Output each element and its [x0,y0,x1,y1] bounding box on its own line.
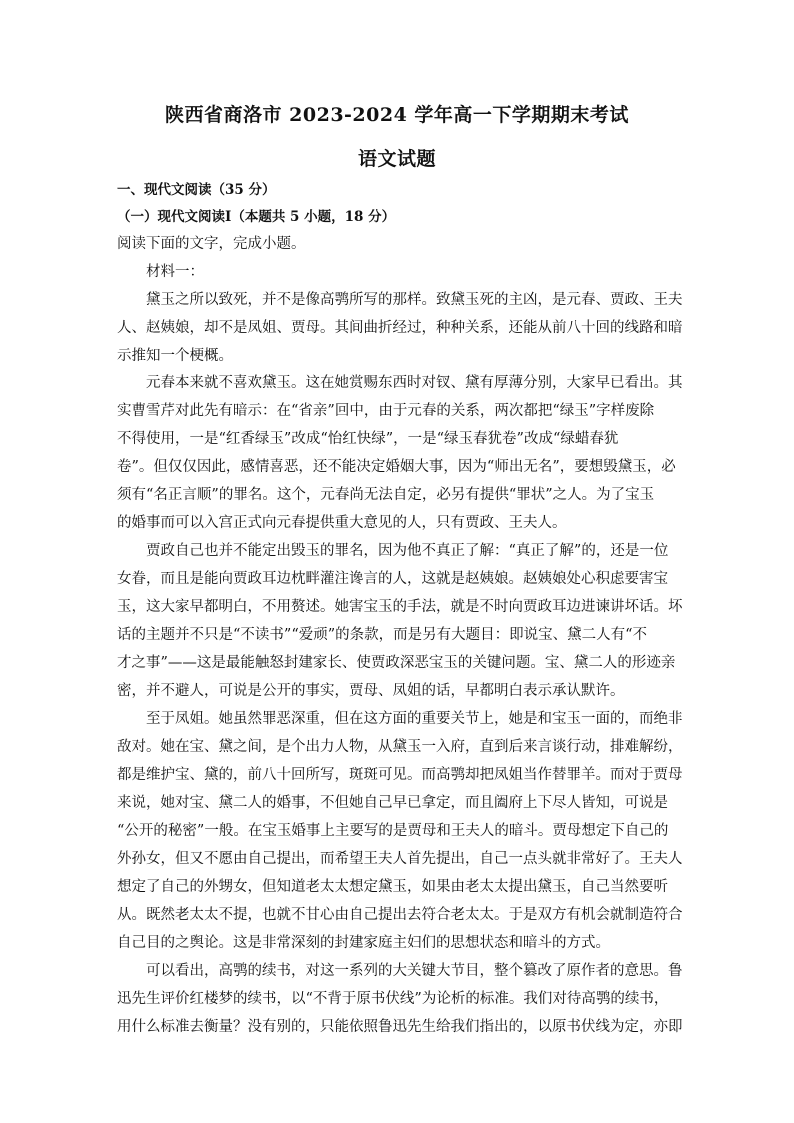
paragraph-line: 才之事”——这是最能触怒封建家长、使贾政深恶宝玉的关键问题。宝、黛二人的形迹亲 [117,655,676,671]
paragraph-line: 示推知一个梗概。 [117,348,233,364]
document-title: 陕西省商洛市 2023-2024 学年高一下学期期末考试 [165,104,629,126]
paragraph-line: 实曹雪芹对此先有暗示：在“省亲”回中，由于元春的关系，两次都把“绿玉”字样废除 [117,403,655,419]
paragraph-line: 贾政自己也并不能定出毁玉的罪名，因为他不真正了解：“真正了解”的，还是一位 [146,543,669,559]
section-heading: 一、现代文阅读（35 分） [117,182,276,198]
paragraph-line: 玉，这大家早都明白，不用赘述。她害宝玉的手法，就是不时向贾政耳边进谏讲坏话。坏 [117,599,683,615]
paragraph-line: 从。既然老太太不提，也就不甘心由自己提出去符合老太太。于是双方有机会就制造符合 [117,907,683,923]
paragraph-line: 话的主题并不只是“不读书”“爱顽”的条款，而是另有大题目：即说宝、黛二人有“不 [117,627,648,643]
paragraph-line: 敌对。她在宝、黛之间，是个出力人物，从黛玉一入府，直到后来言谈行动，排难解纷， [117,739,683,755]
paragraph-line: 用什么标准去衡量？没有别的，只能依照鲁迅先生给我们指出的，以原书伏线为定，亦即 [117,1019,683,1035]
paragraph-line: 女眷，而且是能向贾政耳边枕畔灌注谗言的人，这就是赵姨娘。赵姨娘处心积虑要害宝 [117,571,668,587]
paragraph-line: 都是维护宝、黛的，前八十回所写，斑斑可见。而高鹗却把凤姐当作替罪羊。而对于贾母 [117,767,683,783]
paragraph-line: 可以看出，高鹗的续书，对这一系列的大关键大节目，整个篡改了原作者的意思。鲁 [146,963,683,979]
paragraph-line: “公开的秘密”一般。在宝玉婚事上主要写的是贾母和王夫人的暗斗。贾母想定下自己的 [117,823,669,839]
paragraph-line: 迅先生评价红楼梦的续书，以“不背于原书伏线”为论析的标准。我们对待高鹗的续书， [117,991,669,1007]
paragraph-line: 元春本来就不喜欢黛玉。这在她赏赐东西时对钗、黛有厚薄分别，大家早已看出。其 [146,375,683,391]
paragraph-line: 人、赵姨娘，却不是凤姐、贾母。其间曲折经过，种种关系，还能从前八十回的线路和暗 [117,320,683,336]
paragraph-line: 来说，她对宝、黛二人的婚事，不但她自己早已拿定，而且阖府上下尽人皆知，可说是 [117,795,668,811]
paragraph-line: 至于凤姐。她虽然罪恶深重，但在这方面的重要关节上，她是和宝玉一面的，而绝非 [146,711,683,727]
paragraph-line: 密，并不避人，可说是公开的事实，贾母、凤姐的话，早都明白表示承认默许。 [117,683,625,699]
paragraph-line: 自己目的之舆论。这是非常深刻的封建家庭主妇们的思想状态和暗斗的方式。 [117,935,610,951]
paragraph-line: 黛玉之所以致死，并不是像高鹗所写的那样。致黛玉死的主凶，是元春、贾政、王夫 [146,292,683,308]
subsection-heading: （一）现代文阅读Ⅰ（本题共 5 小题，18 分） [117,209,396,225]
paragraph-line: 的婚事而可以入宫正式向元春提供重大意见的人，只有贾政、王夫人。 [117,515,567,531]
paragraph-line: 须有“名正言顺”的罪名。这个，元春尚无法自定，必另有提供“罪状”之人。为了宝玉 [117,487,655,503]
paragraph-line: 想定了自己的外甥女，但知道老太太想定黛玉，如果由老太太提出黛玉，自己当然要听 [117,879,668,895]
paragraph-line: 卷”。但仅仅因此，感情喜恶，还不能决定婚姻大事，因为“师出无名”，要想毁黛玉，必 [117,459,676,475]
paragraph-line: 不得使用，一是“红香绿玉”改成“怡红快绿”，一是“绿玉春犹卷”改成“绿蜡春犹 [117,431,619,447]
material-label: 材料一： [146,264,204,280]
document-subtitle: 语文试题 [357,148,436,170]
paragraph-line: 外孙女，但又不愿由自己提出，而希望王夫人首先提出，自己一点头就非常好了。王夫人 [117,851,683,867]
instruction-text: 阅读下面的文字，完成小题。 [117,236,306,252]
